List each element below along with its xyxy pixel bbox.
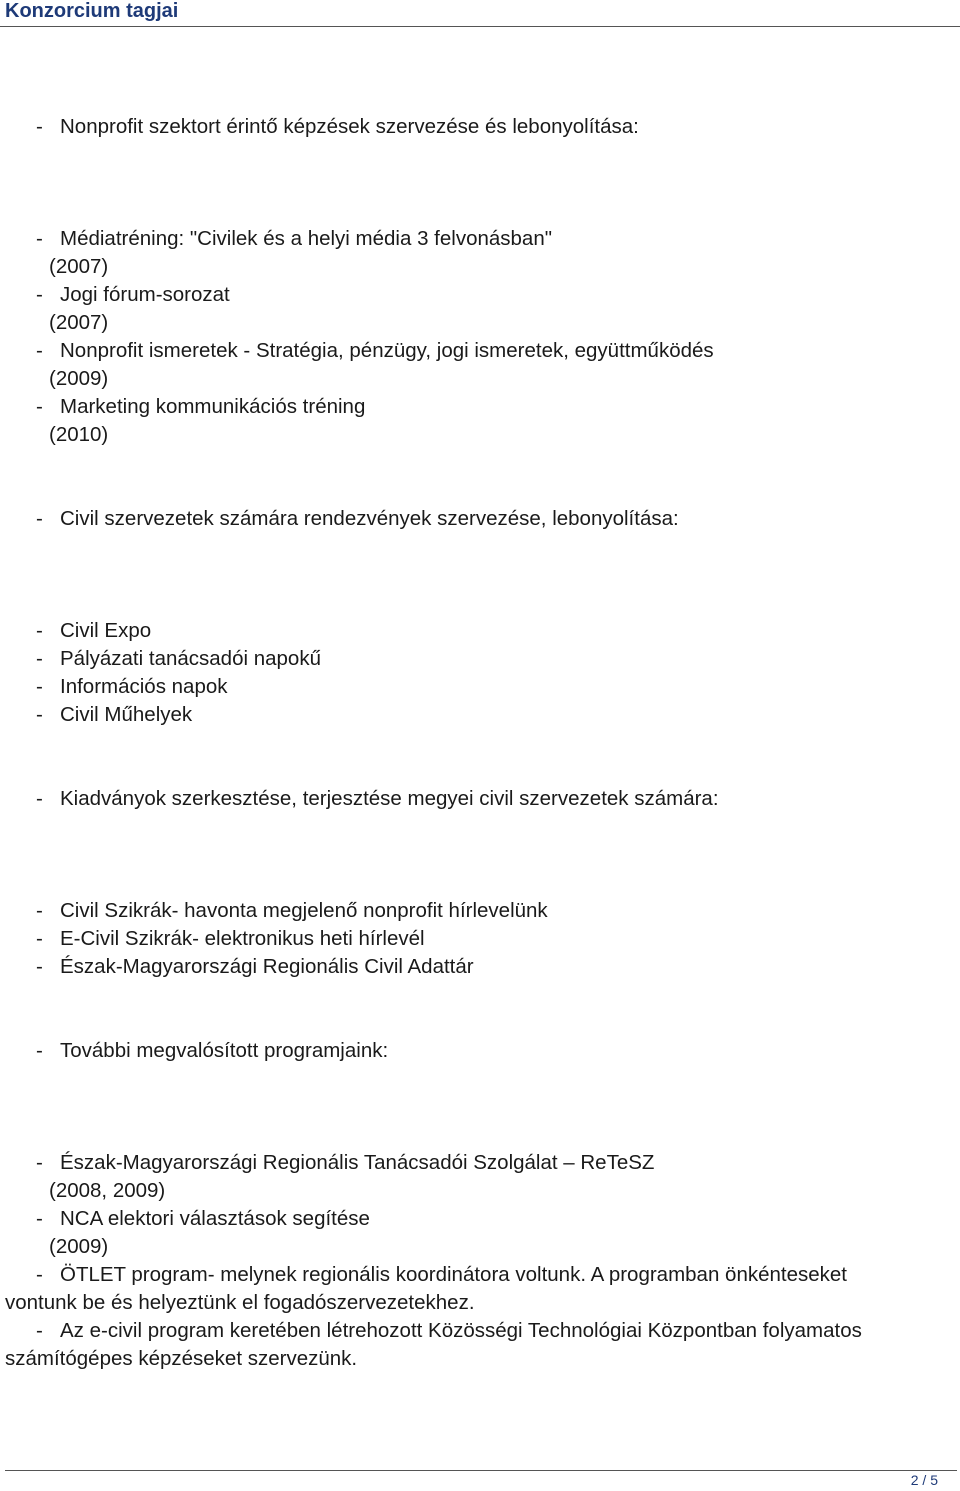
header-title: Konzorcium tagjai: [5, 0, 179, 22]
list-item: - Civil Expo: [36, 619, 152, 642]
list-item: - Észak-Magyarországi Regionális Tanácsadói Szolgálat – ReTeSZ: [36, 1151, 655, 1174]
list-item: - Médiatréning: "Civilek és a helyi média 3 felvonásban": [36, 227, 553, 250]
list-item: - Civil Műhelyek: [36, 703, 193, 726]
page-header: [0, 0, 960, 27]
footer-divider: [5, 1470, 957, 1471]
list-item: - Marketing kommunikációs tréning: [36, 395, 366, 418]
list-item-year: (2009): [49, 1235, 109, 1258]
section-heading-publications: - Kiadványok szerkesztése, terjesztése megyei civil szervezetek számára:: [36, 787, 719, 810]
list-item-year: (2007): [49, 255, 109, 278]
list-item-year: (2010): [49, 423, 109, 446]
list-item: - Civil Szikrák- havonta megjelenő nonprofit hírlevelünk: [36, 899, 548, 922]
section-heading-trainings: - Nonprofit szektort érintő képzések szervezése és lebonyolítása:: [36, 115, 639, 138]
list-item-year: (2009): [49, 367, 109, 390]
list-item: - Információs napok: [36, 675, 228, 698]
list-item-year: (2007): [49, 311, 109, 334]
list-item: - Észak-Magyarországi Regionális Civil Adattár: [36, 955, 474, 978]
paragraph-otlet-continued: vontunk be és helyeztünk el fogadószervezetekhez.: [5, 1291, 475, 1314]
section-heading-programs: - További megvalósított programjaink:: [36, 1039, 389, 1062]
paragraph-ecivil-continued: számítógépes képzéseket szervezünk.: [5, 1347, 358, 1370]
list-item: - Jogi fórum-sorozat: [36, 283, 230, 306]
section-heading-events: - Civil szervezetek számára rendezvények szervezése, lebonyolítása:: [36, 507, 679, 530]
list-item: - E-Civil Szikrák- elektronikus heti hírlevél: [36, 927, 425, 950]
page-number: 2 / 5: [910, 1472, 938, 1488]
list-item: - NCA elektori választások segítése: [36, 1207, 370, 1230]
paragraph-ecivil: - Az e-civil program keretében létrehozott Közösségi Technológiai Központban folyamatos: [36, 1319, 862, 1342]
list-item: - Pályázati tanácsadói napokű: [36, 647, 321, 670]
paragraph-otlet: - ÖTLET program- melynek regionális koordinátora voltunk. A programban önkénteseket: [36, 1263, 848, 1286]
list-item-year: (2008, 2009): [49, 1179, 166, 1202]
list-item: - Nonprofit ismeretek - Stratégia, pénzügy, jogi ismeretek, együttműködés: [36, 339, 714, 362]
